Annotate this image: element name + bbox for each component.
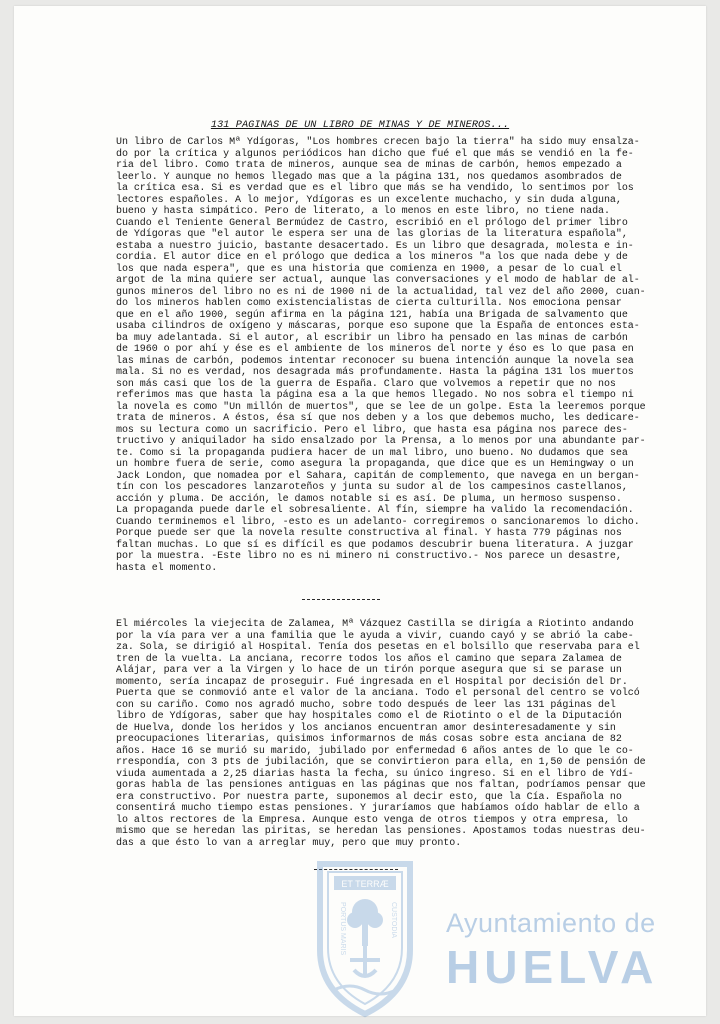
watermark-ayuntamiento: Ayuntamiento de	[446, 908, 656, 938]
text-line: que en el año 1900, según afirma en la página 121, había una Brigada de salvamento que	[116, 309, 628, 321]
text-line: ria del libro. Como trata de mineros, aunque sea de minas de carbón, hemos empezado a	[116, 160, 622, 171]
text-line: consentirá mucho tiempo estas pensiones. Y juraríamos que habíamos oído hablar de ello a	[116, 803, 640, 814]
text-line: estaba a nuestro juicio, bastante desacertado. Es un libro que desagrada, molesta e in-	[116, 240, 634, 252]
text-line: Cuando el Teniente General Bermúdez de Castro, escribió en el prólogo del primer libro	[116, 217, 628, 229]
text-line: mala. Si no es verdad, nos desagrada más profundamente. Hasta la página 131 los muertos	[116, 367, 634, 378]
section-separator	[302, 599, 380, 600]
text-line: za. Sola, se dirigió al Hospital. Tenía dos pesetas en el bolsillo que reservaba para el	[116, 642, 640, 653]
article-minas-y-mineros	[116, 137, 646, 574]
text-line: tín con los pescadores lanzaroteños y junta su sudor al de los campesinos castellanos,	[116, 482, 628, 493]
text-line: goras habla de las pensiones antiguas en las páginas que nos faltan, podríamos pensar que	[116, 780, 646, 791]
text-line: por la muestra. -Este libro no es ni minero ni constructivo.- Nos parece un desastre,	[116, 551, 622, 562]
text-line: la crítica esa. Si es verdad que es el libro que más se ha vendido, lo sentimos por los	[116, 183, 634, 194]
text-line: gunos mineros del libro no es ni de 1900 ni de la actualidad, tal vez del año 2000, cuan-	[116, 286, 646, 298]
text-line: por la vía para ver a una familia que le ayuda a vivir, cuando cayó y se abrió la cabe-	[116, 630, 634, 642]
text-line: tren de la vuelta. La anciana, recorre todos los años el camino que separa Zalamea de	[116, 653, 622, 665]
shield-side-left: PORTUS MARIS	[339, 902, 346, 956]
text-line: las minas de carbón, podemos intentar reconocer su buena intención aunque la novela sea	[116, 355, 634, 367]
text-line: referimos mas que hasta la página esa a la que hemos llegado. No nos sobra el tiempo ni	[116, 390, 634, 401]
text-line: mismo que se heredan las piritas, se heredan las pensiones. Apostamos todas nuestras deu-	[116, 826, 646, 837]
text-line: do por la crítica y algunos periódicos han dicho que fué el que más se vendió en la fe-	[116, 148, 634, 160]
text-line: un hombre fuera de serie, como asegura la propaganda, que dice que es un Hemingway o un	[116, 459, 634, 470]
text-line: ba muy adelantada. Si el autor, al escribir un libro ha pensado en las minas de carbón	[116, 332, 628, 344]
text-line: faltan muchas. Lo que sí es difícil es que podamos descubrir buena literatura. A juzgar	[116, 539, 634, 551]
text-line: cordia. El autor dice en el prólogo que dedica a los mineros "a los que nada debe y de	[116, 252, 628, 263]
text-line: hasta el momento.	[116, 562, 218, 574]
text-line: Alájar, para ver a la Virgen y lo hace de un tirón porque asegura que si se parase un	[116, 665, 622, 676]
text-line: con su cariño. Como nos agradó mucho, sobre todo después de leer las 131 páginas del	[116, 699, 616, 711]
text-line: de Huelva, donde los heridos y los ancianos encuentran amor desinteresadamente y sin	[116, 722, 616, 734]
text-line: preocupaciones literarias, quisimos informarnos de más cosas sobre esta anciana de 82	[116, 734, 622, 745]
text-line: Jack London, que nomadea por el Sahara, capitán de complemento, que navega en un bergan-	[116, 470, 640, 482]
text-line: La propaganda puede darle el sobresaliente. Al fín, siempre ha valido la recomendación.	[116, 505, 634, 516]
text-line: do los mineros hablen como existencialistas de cierta culturilla. Nos emociona pensar	[116, 298, 622, 309]
text-line: de 1960 o por ahí y ése es el ambiente de los mineros del norte y éso es lo que pasa en	[116, 344, 634, 355]
text-line: la novela es como "Un millón de muertos", que se lee de un golpe. Esta la leeremos porque	[116, 401, 646, 413]
text-line: rrespondía, con 3 pts de jubilación, que se convirtieron para ella, en 1,50 de pensión de	[116, 757, 646, 768]
huelva-coat-of-arms-watermark	[298, 842, 432, 1018]
text-line: viuda aumentada a 2,25 diarias hasta la fecha, su único ingreso. Si en el libro de Ydí-	[116, 768, 634, 780]
text-line: años. Hace 16 se murió su marido, jubilado por enfermedad 6 años antes de lo que le co-	[116, 745, 634, 757]
text-line: leerlo. Y aunque no hemos llegado mas que a la página 131, nos quedamos asombrados de	[116, 171, 622, 183]
text-line: lectores españoles. A lo mejor, Ydígoras es un excelente muchacho, y sin duda alguna,	[116, 194, 622, 206]
text-line: Porque puede ser que la novela resulte constructiva al final. Y hasta 779 páginas nos	[116, 528, 622, 539]
text-line: El miércoles la viejecita de Zalamea, Mª Vázquez Castilla se dirigía a Riotinto andando	[116, 619, 634, 630]
text-line: acción y pluma. De acción, le damos notable si es así. De pluma, un hermoso suspenso.	[116, 493, 622, 505]
text-line: trata de mineros. A éstos, ésa sí que nos deben y a los que debemos mucho, les dedicare-	[116, 413, 640, 424]
watermark-huelva: HUELVA	[446, 941, 659, 993]
document-title: 131 PAGINAS DE UN LIBRO DE MINAS Y DE MINEROS...	[210, 120, 510, 131]
text-line: bueno y hasta simpático. Pero de literato, a lo menos en este libro, no tiene nada.	[116, 206, 610, 217]
text-line: Puerta que se conmovió ante el valor de la anciana. Todo el personal del centro se volcó	[116, 688, 640, 699]
text-line: de Ydígoras que "el autor le espera ser una de las glorias de la literatura española",	[116, 229, 628, 240]
text-line: lo altos rectores de la Empresa. Aunque esto venga de otros tiempos y otra empresa, lo	[116, 814, 628, 826]
text-line: Un libro de Carlos Mª Ydígoras, "Los hombres crecen bajo la tierra" ha sido muy ensalza-	[116, 137, 640, 148]
text-line: usaba cilindros de oxígeno y máscaras, porque eso supone que la España de entonces esta-	[116, 321, 640, 332]
article-viejecita-zalamea	[116, 619, 646, 849]
text-line: son más casi que los de la guerra de España. Claro que volvemos a repetir que no nos	[116, 378, 616, 390]
text-line: los que nada espera", que es una historia que comienza en 1900, a pesar de lo cual el	[116, 263, 622, 275]
text-line: das a que ésto lo van a arreglar muy, pero que muy pronto.	[116, 837, 462, 849]
text-line: mos su lectura como un sacrificio. Pero el libro, que hasta esa página nos parece des-	[116, 424, 628, 436]
text-line: tructivo y aniquilador ha sido ensalzado por la Prensa, a lo menos por una abundante par-	[116, 436, 646, 447]
text-line: te. Como si la propaganda pudiera hacer de un mal libro, uno bueno. No dudamos que sea	[116, 447, 628, 459]
text-line: argot de la mina quiere ser actual, aunque las conversaciones y el modo de hablar de al-	[116, 275, 640, 286]
text-line: Cuando terminemos el libro, -esto es un adelanto- corregiremos o sancionaremos lo dicho.	[116, 516, 640, 528]
shield-motto: ET TERRÆ	[341, 879, 389, 889]
text-line: libro de Ydígoras, saber que hay hospitales como el de Riotinto o el de la Diputación	[116, 711, 622, 722]
text-line: era constructivo. Por nuestra parte, suponemos al decir esto, que la Cía. Española no	[116, 791, 622, 803]
text-line: momento, sería incapaz de proseguir. Fué ingresada en el Hospital por decisión del Dr.	[116, 676, 628, 688]
shield-side-right: CUSTODIA	[390, 902, 397, 939]
